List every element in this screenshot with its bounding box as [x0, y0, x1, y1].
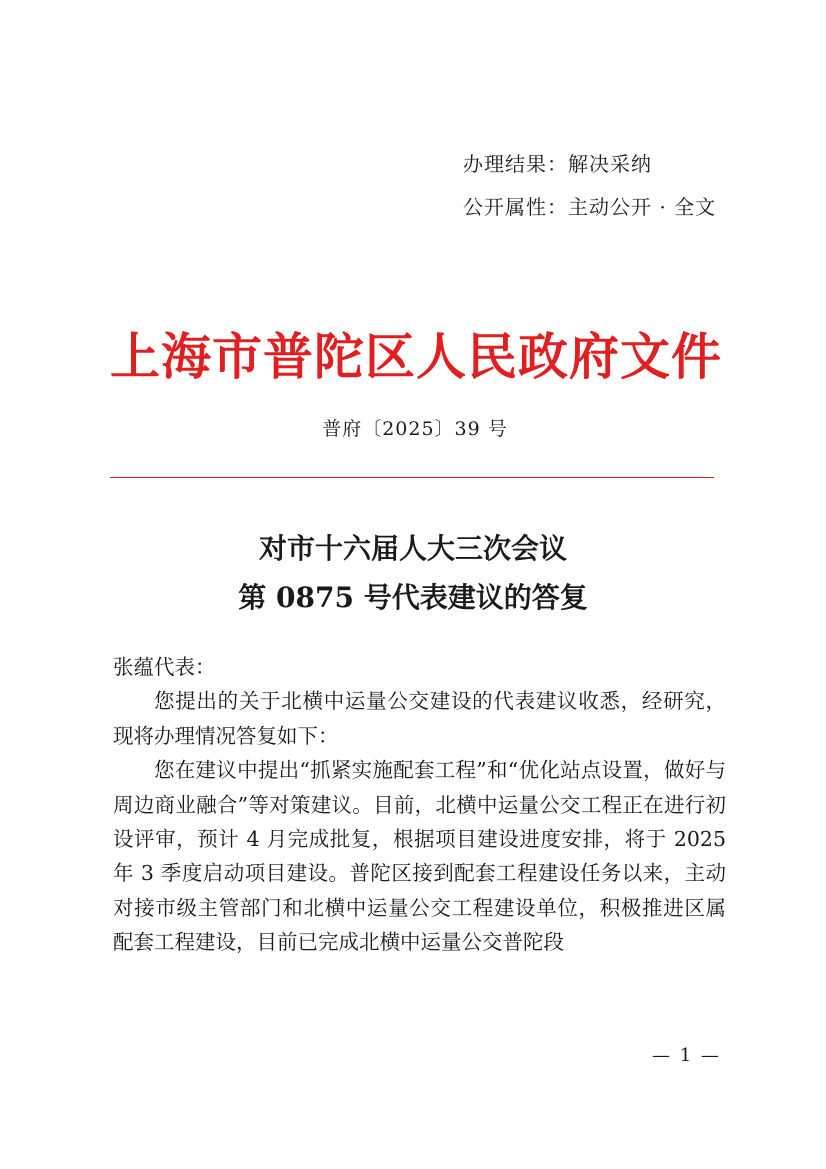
document-header-title: 上海市普陀区人民政府文件	[110, 327, 722, 386]
salutation: 张蕴代表：	[113, 655, 216, 679]
reply-title-line-1: 对市十六届人大三次会议	[258, 532, 567, 565]
reply-title-line-2: 第 0875 号代表建议的答复	[238, 581, 588, 614]
handling-result: 办理结果：解决采纳	[463, 152, 652, 176]
reply-body	[113, 650, 726, 960]
document-number: 普府〔2025〕39 号	[322, 418, 508, 440]
disclosure-attribute: 公开属性：主动公开 · 全文	[463, 195, 717, 219]
body-paragraph-1: 您提出的关于北横中运量公交建设的代表建议收悉，经研究，现将办理情况答复如下：	[113, 689, 726, 748]
red-divider-line	[110, 477, 714, 478]
body-paragraph-2: 您在建议中提出“抓紧实施配套工程”和“优化站点设置，做好与周边商业融合”等对策建议。目前，北横中运量公交工程正在进行初设评审，预计 4 月完成批复，根据项目建设进度安排，将于 2025 年 3 季度启动项目建设。普陀区接到配套工程建设任务以来，主动对接市级主管部门和北横中运量公交工程建设单位，积极推进区属配套工程建设，目前已完成北横中运量公交普陀段	[113, 758, 726, 955]
page-number: — 1 —	[652, 1045, 721, 1066]
